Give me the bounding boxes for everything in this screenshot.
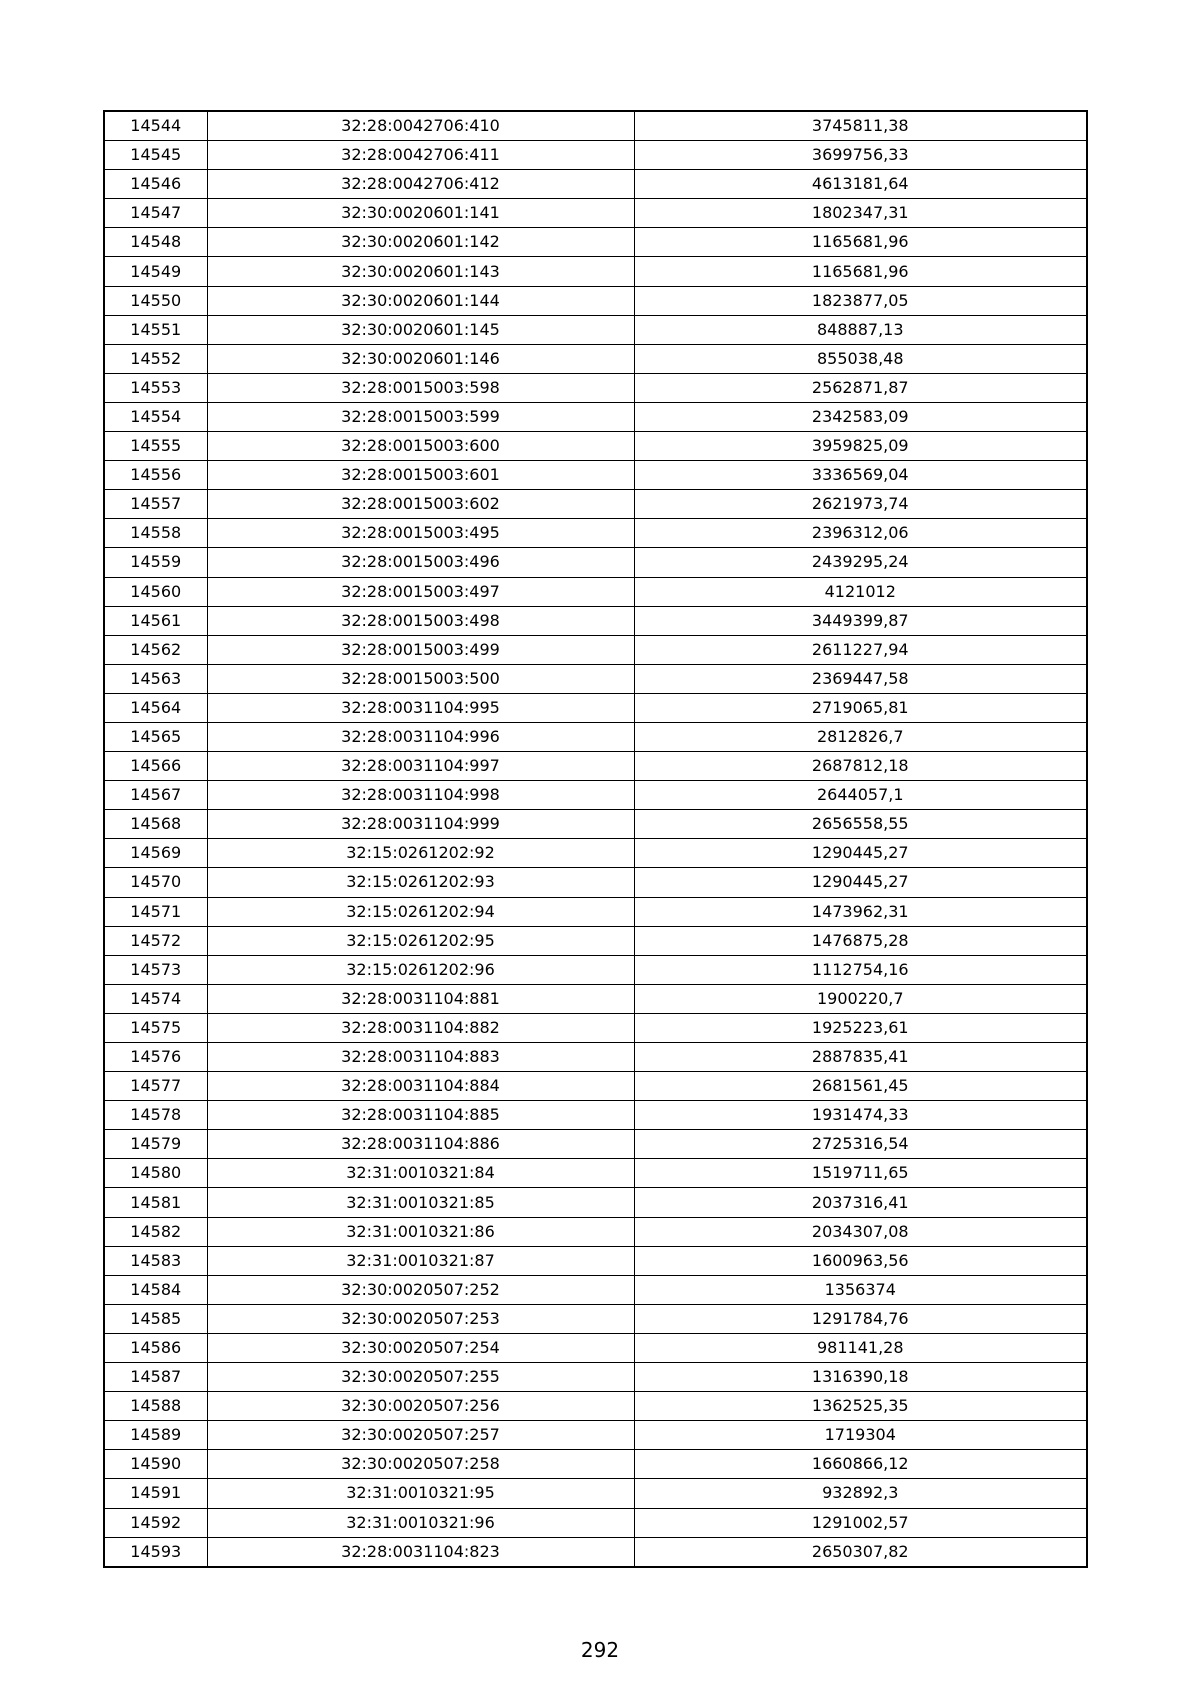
row-number-cell: 14547 bbox=[104, 199, 207, 228]
row-number-cell: 14589 bbox=[104, 1421, 207, 1450]
cadastral-number-cell: 32:28:0031104:885 bbox=[207, 1101, 634, 1130]
cadastral-value-cell: 2611227,94 bbox=[634, 635, 1087, 664]
row-number-cell: 14576 bbox=[104, 1043, 207, 1072]
cadastral-number-cell: 32:28:0015003:495 bbox=[207, 519, 634, 548]
cadastral-value-cell: 1291002,57 bbox=[634, 1508, 1087, 1537]
table-row bbox=[104, 1392, 1087, 1421]
cadastral-number-cell: 32:28:0015003:601 bbox=[207, 461, 634, 490]
cadastral-number-cell: 32:30:0020601:144 bbox=[207, 286, 634, 315]
cadastral-number-cell: 32:15:0261202:95 bbox=[207, 926, 634, 955]
row-number-cell: 14591 bbox=[104, 1479, 207, 1508]
table-row bbox=[104, 606, 1087, 635]
cadastral-value-cell: 4121012 bbox=[634, 577, 1087, 606]
cadastral-number-cell: 32:30:0020601:141 bbox=[207, 199, 634, 228]
cadastral-number-cell: 32:30:0020507:252 bbox=[207, 1275, 634, 1304]
cadastral-value-cell: 1802347,31 bbox=[634, 199, 1087, 228]
row-number-cell: 14546 bbox=[104, 170, 207, 199]
cadastral-value-cell: 1356374 bbox=[634, 1275, 1087, 1304]
cadastral-value-cell: 3336569,04 bbox=[634, 461, 1087, 490]
cadastral-value-cell: 1290445,27 bbox=[634, 868, 1087, 897]
cadastral-number-cell: 32:30:0020507:258 bbox=[207, 1450, 634, 1479]
table-row bbox=[104, 1043, 1087, 1072]
table-row bbox=[104, 955, 1087, 984]
cadastral-number-cell: 32:30:0020601:142 bbox=[207, 228, 634, 257]
cadastral-value-cell: 932892,3 bbox=[634, 1479, 1087, 1508]
cadastral-number-cell: 32:28:0042706:410 bbox=[207, 111, 634, 141]
table-row bbox=[104, 1275, 1087, 1304]
cadastral-value-cell: 1112754,16 bbox=[634, 955, 1087, 984]
table-row bbox=[104, 199, 1087, 228]
row-number-cell: 14584 bbox=[104, 1275, 207, 1304]
cadastral-number-cell: 32:28:0031104:886 bbox=[207, 1130, 634, 1159]
cadastral-value-cell: 2681561,45 bbox=[634, 1072, 1087, 1101]
row-number-cell: 14590 bbox=[104, 1450, 207, 1479]
table-row bbox=[104, 170, 1087, 199]
row-number-cell: 14575 bbox=[104, 1013, 207, 1042]
table-row bbox=[104, 344, 1087, 373]
cadastral-value-cell: 2887835,41 bbox=[634, 1043, 1087, 1072]
row-number-cell: 14577 bbox=[104, 1072, 207, 1101]
cadastral-number-cell: 32:28:0031104:996 bbox=[207, 722, 634, 751]
cadastral-value-cell: 1900220,7 bbox=[634, 984, 1087, 1013]
cadastral-value-cell: 1473962,31 bbox=[634, 897, 1087, 926]
row-number-cell: 14587 bbox=[104, 1363, 207, 1392]
cadastral-value-cell: 2562871,87 bbox=[634, 373, 1087, 402]
cadastral-value-cell: 848887,13 bbox=[634, 315, 1087, 344]
table-row bbox=[104, 1508, 1087, 1537]
cadastral-number-cell: 32:15:0261202:92 bbox=[207, 839, 634, 868]
table-row bbox=[104, 1363, 1087, 1392]
row-number-cell: 14593 bbox=[104, 1537, 207, 1567]
cadastral-value-cell: 1316390,18 bbox=[634, 1363, 1087, 1392]
cadastral-number-cell: 32:30:0020507:256 bbox=[207, 1392, 634, 1421]
table-row bbox=[104, 141, 1087, 170]
table-row bbox=[104, 810, 1087, 839]
table-row bbox=[104, 1333, 1087, 1362]
cadastral-number-cell: 32:15:0261202:93 bbox=[207, 868, 634, 897]
row-number-cell: 14549 bbox=[104, 257, 207, 286]
row-number-cell: 14563 bbox=[104, 664, 207, 693]
row-number-cell: 14553 bbox=[104, 373, 207, 402]
cadastral-value-cell: 2369447,58 bbox=[634, 664, 1087, 693]
cadastral-number-cell: 32:28:0031104:884 bbox=[207, 1072, 634, 1101]
cadastral-number-cell: 32:30:0020601:146 bbox=[207, 344, 634, 373]
cadastral-number-cell: 32:28:0015003:498 bbox=[207, 606, 634, 635]
row-number-cell: 14574 bbox=[104, 984, 207, 1013]
table-row bbox=[104, 781, 1087, 810]
cadastral-value-cell: 1660866,12 bbox=[634, 1450, 1087, 1479]
table-row bbox=[104, 1188, 1087, 1217]
cadastral-value-cell: 2644057,1 bbox=[634, 781, 1087, 810]
cadastral-value-cell: 2621973,74 bbox=[634, 490, 1087, 519]
cadastral-number-cell: 32:31:0010321:87 bbox=[207, 1246, 634, 1275]
cadastral-number-cell: 32:30:0020507:253 bbox=[207, 1304, 634, 1333]
table-row bbox=[104, 1421, 1087, 1450]
row-number-cell: 14579 bbox=[104, 1130, 207, 1159]
cadastral-value-cell: 1931474,33 bbox=[634, 1101, 1087, 1130]
table-row bbox=[104, 548, 1087, 577]
cadastral-value-cell: 3699756,33 bbox=[634, 141, 1087, 170]
row-number-cell: 14571 bbox=[104, 897, 207, 926]
table-row bbox=[104, 1537, 1087, 1567]
row-number-cell: 14552 bbox=[104, 344, 207, 373]
cadastral-value-cell: 1165681,96 bbox=[634, 228, 1087, 257]
row-number-cell: 14585 bbox=[104, 1304, 207, 1333]
table-row bbox=[104, 432, 1087, 461]
row-number-cell: 14548 bbox=[104, 228, 207, 257]
row-number-cell: 14582 bbox=[104, 1217, 207, 1246]
table-row bbox=[104, 286, 1087, 315]
cadastral-value-cell: 1362525,35 bbox=[634, 1392, 1087, 1421]
table-row bbox=[104, 315, 1087, 344]
row-number-cell: 14581 bbox=[104, 1188, 207, 1217]
cadastral-number-cell: 32:31:0010321:95 bbox=[207, 1479, 634, 1508]
cadastral-number-cell: 32:31:0010321:86 bbox=[207, 1217, 634, 1246]
cadastral-number-cell: 32:28:0031104:882 bbox=[207, 1013, 634, 1042]
cadastral-number-cell: 32:30:0020601:145 bbox=[207, 315, 634, 344]
cadastral-number-cell: 32:31:0010321:96 bbox=[207, 1508, 634, 1537]
cadastral-number-cell: 32:30:0020601:143 bbox=[207, 257, 634, 286]
cadastral-number-cell: 32:28:0015003:500 bbox=[207, 664, 634, 693]
table-row bbox=[104, 1246, 1087, 1275]
table-row bbox=[104, 1072, 1087, 1101]
cadastral-value-cell: 2396312,06 bbox=[634, 519, 1087, 548]
cadastral-number-cell: 32:15:0261202:96 bbox=[207, 955, 634, 984]
cadastral-value-cell: 2034307,08 bbox=[634, 1217, 1087, 1246]
table-row bbox=[104, 1130, 1087, 1159]
cadastral-value-cell: 1519711,65 bbox=[634, 1159, 1087, 1188]
row-number-cell: 14578 bbox=[104, 1101, 207, 1130]
table-row bbox=[104, 1479, 1087, 1508]
cadastral-number-cell: 32:28:0042706:412 bbox=[207, 170, 634, 199]
table-row bbox=[104, 868, 1087, 897]
table-row bbox=[104, 490, 1087, 519]
page-number: 292 bbox=[580, 1638, 620, 1662]
cadastral-value-cell: 1823877,05 bbox=[634, 286, 1087, 315]
cadastral-value-cell: 4613181,64 bbox=[634, 170, 1087, 199]
row-number-cell: 14588 bbox=[104, 1392, 207, 1421]
table-row bbox=[104, 461, 1087, 490]
row-number-cell: 14565 bbox=[104, 722, 207, 751]
cadastral-number-cell: 32:28:0042706:411 bbox=[207, 141, 634, 170]
table-row bbox=[104, 257, 1087, 286]
row-number-cell: 14570 bbox=[104, 868, 207, 897]
cadastral-number-cell: 32:28:0031104:883 bbox=[207, 1043, 634, 1072]
cadastral-value-cell: 3959825,09 bbox=[634, 432, 1087, 461]
cadastral-number-cell: 32:28:0015003:600 bbox=[207, 432, 634, 461]
cadastral-number-cell: 32:28:0015003:497 bbox=[207, 577, 634, 606]
cadastral-value-cell: 2650307,82 bbox=[634, 1537, 1087, 1567]
cadastral-number-cell: 32:28:0031104:995 bbox=[207, 693, 634, 722]
row-number-cell: 14568 bbox=[104, 810, 207, 839]
row-number-cell: 14586 bbox=[104, 1333, 207, 1362]
cadastral-value-cell: 2439295,24 bbox=[634, 548, 1087, 577]
table-row bbox=[104, 839, 1087, 868]
row-number-cell: 14567 bbox=[104, 781, 207, 810]
cadastral-number-cell: 32:28:0031104:997 bbox=[207, 752, 634, 781]
cadastral-value-cell: 2656558,55 bbox=[634, 810, 1087, 839]
table-row bbox=[104, 373, 1087, 402]
cadastral-number-cell: 32:28:0031104:881 bbox=[207, 984, 634, 1013]
table-row bbox=[104, 1101, 1087, 1130]
table-body bbox=[104, 111, 1087, 1567]
cadastral-value-cell: 2342583,09 bbox=[634, 402, 1087, 431]
table-row bbox=[104, 519, 1087, 548]
cadastral-value-cell: 1719304 bbox=[634, 1421, 1087, 1450]
cadastral-value-cell: 1476875,28 bbox=[634, 926, 1087, 955]
cadastral-value-cell: 2037316,41 bbox=[634, 1188, 1087, 1217]
cadastral-number-cell: 32:28:0031104:999 bbox=[207, 810, 634, 839]
cadastral-number-cell: 32:28:0015003:598 bbox=[207, 373, 634, 402]
cadastral-value-cell: 1291784,76 bbox=[634, 1304, 1087, 1333]
table-row bbox=[104, 1304, 1087, 1333]
table-row bbox=[104, 577, 1087, 606]
table-row bbox=[104, 897, 1087, 926]
cadastral-number-cell: 32:28:0015003:496 bbox=[207, 548, 634, 577]
cadastral-number-cell: 32:15:0261202:94 bbox=[207, 897, 634, 926]
row-number-cell: 14561 bbox=[104, 606, 207, 635]
table-row bbox=[104, 722, 1087, 751]
row-number-cell: 14562 bbox=[104, 635, 207, 664]
table-row bbox=[104, 228, 1087, 257]
cadastral-number-cell: 32:31:0010321:84 bbox=[207, 1159, 634, 1188]
row-number-cell: 14555 bbox=[104, 432, 207, 461]
cadastral-number-cell: 32:30:0020507:254 bbox=[207, 1333, 634, 1362]
table-row bbox=[104, 926, 1087, 955]
row-number-cell: 14550 bbox=[104, 286, 207, 315]
row-number-cell: 14572 bbox=[104, 926, 207, 955]
cadastral-number-cell: 32:28:0015003:499 bbox=[207, 635, 634, 664]
cadastral-value-cell: 2719065,81 bbox=[634, 693, 1087, 722]
row-number-cell: 14569 bbox=[104, 839, 207, 868]
table-row bbox=[104, 1450, 1087, 1479]
table-row bbox=[104, 664, 1087, 693]
row-number-cell: 14560 bbox=[104, 577, 207, 606]
table-row bbox=[104, 693, 1087, 722]
cadastral-number-cell: 32:28:0015003:602 bbox=[207, 490, 634, 519]
cadastral-value-cell: 981141,28 bbox=[634, 1333, 1087, 1362]
cadastral-value-cell: 1290445,27 bbox=[634, 839, 1087, 868]
row-number-cell: 14557 bbox=[104, 490, 207, 519]
cadastral-value-cell: 3745811,38 bbox=[634, 111, 1087, 141]
table-row bbox=[104, 402, 1087, 431]
table-row bbox=[104, 984, 1087, 1013]
table-row bbox=[104, 1159, 1087, 1188]
cadastral-number-cell: 32:30:0020507:255 bbox=[207, 1363, 634, 1392]
row-number-cell: 14583 bbox=[104, 1246, 207, 1275]
cadastral-number-cell: 32:28:0015003:599 bbox=[207, 402, 634, 431]
row-number-cell: 14564 bbox=[104, 693, 207, 722]
row-number-cell: 14554 bbox=[104, 402, 207, 431]
cadastral-value-cell: 855038,48 bbox=[634, 344, 1087, 373]
cadastral-number-cell: 32:28:0031104:998 bbox=[207, 781, 634, 810]
table-row bbox=[104, 1013, 1087, 1042]
cadastral-number-cell: 32:28:0031104:823 bbox=[207, 1537, 634, 1567]
table-row bbox=[104, 635, 1087, 664]
cadastral-number-cell: 32:30:0020507:257 bbox=[207, 1421, 634, 1450]
row-number-cell: 14559 bbox=[104, 548, 207, 577]
cadastral-value-cell: 2687812,18 bbox=[634, 752, 1087, 781]
row-number-cell: 14558 bbox=[104, 519, 207, 548]
row-number-cell: 14592 bbox=[104, 1508, 207, 1537]
row-number-cell: 14544 bbox=[104, 111, 207, 141]
cadastral-value-cell: 1925223,61 bbox=[634, 1013, 1087, 1042]
cadastral-value-cell: 2812826,7 bbox=[634, 722, 1087, 751]
row-number-cell: 14545 bbox=[104, 141, 207, 170]
row-number-cell: 14551 bbox=[104, 315, 207, 344]
row-number-cell: 14566 bbox=[104, 752, 207, 781]
cadastral-number-cell: 32:31:0010321:85 bbox=[207, 1188, 634, 1217]
table-row bbox=[104, 752, 1087, 781]
cadastral-value-cell: 1165681,96 bbox=[634, 257, 1087, 286]
row-number-cell: 14556 bbox=[104, 461, 207, 490]
row-number-cell: 14573 bbox=[104, 955, 207, 984]
row-number-cell: 14580 bbox=[104, 1159, 207, 1188]
table-row bbox=[104, 1217, 1087, 1246]
cadastral-value-cell: 2725316,54 bbox=[634, 1130, 1087, 1159]
table-row bbox=[104, 111, 1087, 141]
cadastral-value-table bbox=[103, 110, 1088, 1568]
cadastral-value-cell: 1600963,56 bbox=[634, 1246, 1087, 1275]
cadastral-value-cell: 3449399,87 bbox=[634, 606, 1087, 635]
